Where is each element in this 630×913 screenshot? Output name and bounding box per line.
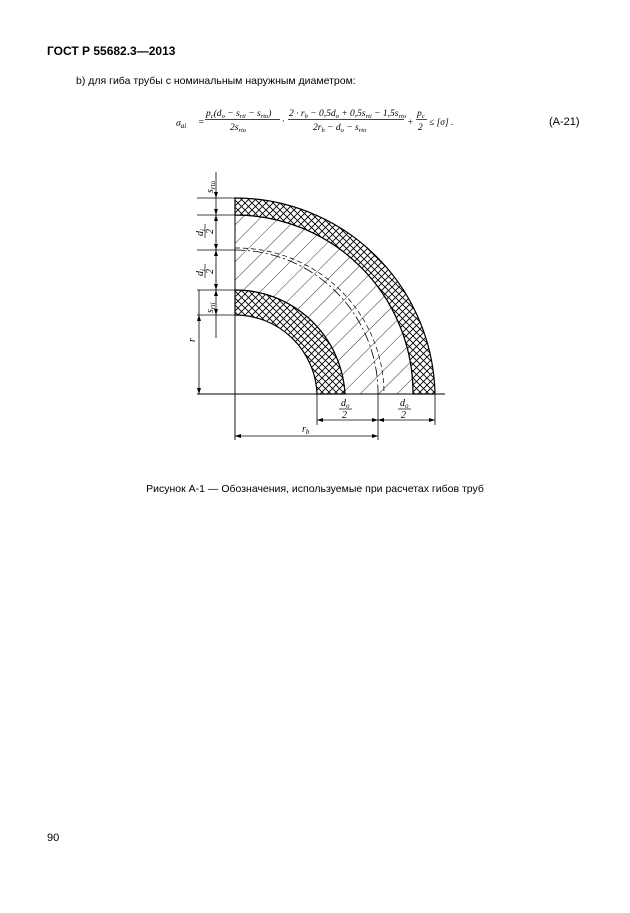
formula-frac3-num: $p_c$ [417,109,425,120]
intro-text: b) для гиба трубы с номинальным наружным диаметром: [76,75,356,87]
label-do-num-2: $d_o$ [400,398,409,410]
formula-plus: + [407,118,414,128]
page-number: 90 [47,832,60,844]
formula-frac1-den: $2s_{rto}$ [230,123,247,134]
figure-caption: Рисунок А-1 — Обозначения, используемые при расчетах гибов труб [146,483,484,495]
formula-eq: = [198,118,205,128]
formula-tail: ≤ [σ] . [429,118,454,128]
formula-frac2-num: $2 \cdot r_b - 0,5d_o + 0,5s_{rti} - 1,5s_{rto}$ [289,109,407,120]
formula-frac3-den: 2 [418,123,423,133]
label-di-num-2: $d_i$ [195,269,207,276]
formula-dot: · [282,117,285,127]
label-s-rti: $s_{rti}$ [205,302,217,313]
label-do-den-1: 2 [342,410,347,421]
label-di-den-2: 2 [205,269,216,274]
label-di-num-1: $d_i$ [195,229,207,236]
label-r: r [187,338,198,342]
equation-number: (A-21) [549,116,580,128]
label-rb: $r_b$ [302,424,310,436]
formula-frac2-den: $2r_b - d_o - s_{rto}$ [313,123,367,134]
formula-lhs: $\sigma_{ai}$ [176,119,187,130]
label-do-den-2: 2 [401,410,406,421]
label-s-rto: $s_{rto}$ [205,180,217,193]
document-header: ГОСТ Р 55682.3—2013 [47,44,176,58]
formula-frac1-num: $p_c(d_o - s_{rti} - s_{rto})$ [206,109,272,120]
label-di-den-1: 2 [205,229,216,234]
label-do-num-1: $d_o$ [341,398,350,410]
